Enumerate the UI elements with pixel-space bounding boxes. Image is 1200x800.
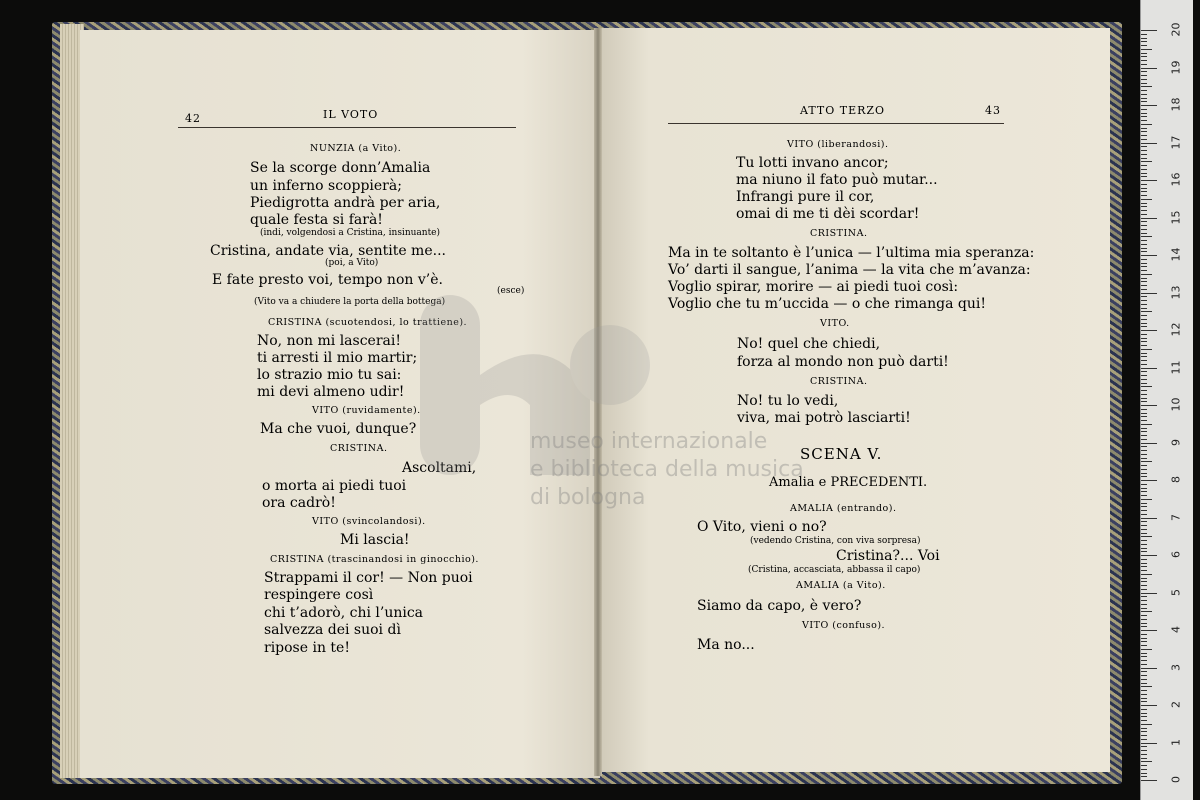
scene-characters: Amalia e PRECEDENTI. xyxy=(769,475,928,490)
ruler-minor-tick xyxy=(1141,476,1147,477)
ruler-major-tick xyxy=(1141,780,1157,781)
ruler-minor-tick xyxy=(1141,334,1147,335)
ruler-label: 20 xyxy=(1169,22,1183,37)
ruler-minor-tick xyxy=(1141,120,1147,121)
verse-line: Ma no... xyxy=(697,637,755,653)
speaker-cue: AMALIA (a Vito). xyxy=(796,580,886,591)
ruler-minor-tick xyxy=(1141,536,1152,537)
ruler-minor-tick xyxy=(1141,424,1152,425)
verse-line: O Vito, vieni o no? xyxy=(697,519,827,535)
ruler-minor-tick xyxy=(1141,664,1147,665)
ruler-minor-tick xyxy=(1141,315,1147,316)
ruler-minor-tick xyxy=(1141,679,1147,680)
ruler-minor-tick xyxy=(1141,304,1147,305)
ruler-minor-tick xyxy=(1141,506,1147,507)
ruler-minor-tick xyxy=(1141,375,1147,376)
ruler-minor-tick xyxy=(1141,604,1147,605)
ruler-label: 8 xyxy=(1169,476,1183,483)
ruler-minor-tick xyxy=(1141,671,1147,672)
ruler-minor-tick xyxy=(1141,49,1152,50)
speaker-cue: NUNZIA (a Vito). xyxy=(310,143,402,154)
ruler-label: 7 xyxy=(1169,513,1183,521)
verse-line: lo strazio mio tu sai: xyxy=(257,367,402,383)
ruler-minor-tick xyxy=(1141,683,1147,684)
ruler-minor-tick xyxy=(1141,454,1147,455)
verse-line: forza al mondo non può darti! xyxy=(737,354,949,370)
ruler-minor-tick xyxy=(1141,469,1147,470)
scene-heading: SCENA V. xyxy=(800,445,883,463)
ruler-minor-tick xyxy=(1141,649,1152,650)
verse-line: Infrangi pure il cor, xyxy=(736,189,875,205)
ruler-minor-tick xyxy=(1141,101,1147,102)
ruler-minor-tick xyxy=(1141,521,1147,522)
ruler-minor-tick xyxy=(1141,660,1147,661)
ruler-minor-tick xyxy=(1141,499,1152,500)
ruler-minor-tick xyxy=(1141,716,1147,717)
ruler-minor-tick xyxy=(1141,398,1147,399)
ruler-minor-tick xyxy=(1141,53,1147,54)
ruler-major-tick xyxy=(1141,480,1157,481)
running-title-left: IL VOTO xyxy=(323,108,379,121)
ruler-minor-tick xyxy=(1141,71,1147,72)
ruler-minor-tick xyxy=(1141,608,1147,609)
ruler-minor-tick xyxy=(1141,634,1147,635)
verse-line: E fate presto voi, tempo non v’è. xyxy=(212,272,443,288)
ruler-minor-tick xyxy=(1141,79,1147,80)
ruler-minor-tick xyxy=(1141,206,1147,207)
ruler-minor-tick xyxy=(1141,626,1147,627)
ruler-minor-tick xyxy=(1141,345,1147,346)
speaker-cue: VITO (confuso). xyxy=(802,620,886,631)
ruler-minor-tick xyxy=(1141,45,1147,46)
ruler-minor-tick xyxy=(1141,563,1147,564)
verse-line: quale festa si farà! xyxy=(250,212,383,228)
ruler-minor-tick xyxy=(1141,428,1147,429)
ruler-minor-tick xyxy=(1141,551,1147,552)
ruler-minor-tick xyxy=(1141,210,1147,211)
verse-line: chi t’adorò, chi l’unica xyxy=(264,605,424,621)
ruler-minor-tick xyxy=(1141,83,1147,84)
ruler-minor-tick xyxy=(1141,338,1147,339)
speaker-cue: CRISTINA (trascinandosi in ginocchio). xyxy=(270,554,479,565)
verse-line: Tu lotti invano ancor; xyxy=(736,155,889,171)
ruler-label: 3 xyxy=(1169,663,1183,671)
ruler-major-tick xyxy=(1141,293,1157,294)
ruler-major-tick xyxy=(1141,30,1157,31)
header-rule-right xyxy=(668,123,1004,124)
ruler-minor-tick xyxy=(1141,38,1147,39)
ruler-minor-tick xyxy=(1141,169,1147,170)
ruler-minor-tick xyxy=(1141,713,1147,714)
ruler-major-tick xyxy=(1141,330,1157,331)
ruler-minor-tick xyxy=(1141,686,1152,687)
ruler-minor-tick xyxy=(1141,146,1147,147)
ruler-minor-tick xyxy=(1141,191,1147,192)
ruler-minor-tick xyxy=(1141,638,1147,639)
watermark-text: museo internazionale xyxy=(530,429,768,454)
ruler-minor-tick xyxy=(1141,326,1147,327)
ruler-minor-tick xyxy=(1141,274,1152,275)
verse-line: ti arresti il mio martir; xyxy=(257,350,418,366)
ruler-minor-tick xyxy=(1141,574,1152,575)
ruler-minor-tick xyxy=(1141,240,1147,241)
ruler-minor-tick xyxy=(1141,173,1147,174)
ruler-minor-tick xyxy=(1141,731,1147,732)
book-gutter xyxy=(594,28,602,776)
ruler-minor-tick xyxy=(1141,491,1147,492)
ruler-minor-tick xyxy=(1141,319,1147,320)
ruler-minor-tick xyxy=(1141,529,1147,530)
ruler-minor-tick xyxy=(1141,435,1147,436)
verse-line: Siamo da capo, è vero? xyxy=(697,598,862,614)
ruler-minor-tick xyxy=(1141,154,1147,155)
ruler-minor-tick xyxy=(1141,41,1147,42)
ruler-label: 16 xyxy=(1169,172,1183,187)
ruler-label: 1 xyxy=(1169,738,1183,746)
ruler-minor-tick xyxy=(1141,150,1147,151)
ruler-minor-tick xyxy=(1141,739,1147,740)
ruler-major-tick xyxy=(1141,555,1157,556)
ruler-minor-tick xyxy=(1141,259,1147,260)
verse-line: No! tu lo vedi, xyxy=(737,393,839,409)
ruler-minor-tick xyxy=(1141,360,1147,361)
speaker-cue: VITO. xyxy=(820,318,850,329)
ruler-minor-tick xyxy=(1141,533,1147,534)
ruler-major-tick xyxy=(1141,368,1157,369)
ruler-minor-tick xyxy=(1141,86,1152,87)
page-number-left: 42 xyxy=(185,112,201,125)
ruler-minor-tick xyxy=(1141,383,1147,384)
ruler-minor-tick xyxy=(1141,165,1147,166)
ruler-minor-tick xyxy=(1141,311,1152,312)
ruler-major-tick xyxy=(1141,630,1157,631)
ruler-minor-tick xyxy=(1141,221,1147,222)
ruler-minor-tick xyxy=(1141,690,1147,691)
ruler-label: 15 xyxy=(1169,210,1183,224)
ruler-minor-tick xyxy=(1141,113,1147,114)
ruler-major-tick xyxy=(1141,143,1157,144)
ruler-minor-tick xyxy=(1141,484,1147,485)
ruler-minor-tick xyxy=(1141,158,1147,159)
verse-line: Vo’ darti il sangue, l’anima — la vita che m’avanza: xyxy=(668,262,1031,278)
ruler-major-tick xyxy=(1141,255,1157,256)
ruler-minor-tick xyxy=(1141,188,1147,189)
ruler-label: 10 xyxy=(1169,397,1183,412)
verse-line: Strappami il cor! — Non puoi xyxy=(264,570,473,586)
ruler-minor-tick xyxy=(1141,656,1147,657)
verse-line: Ascoltami, xyxy=(402,460,477,476)
ruler-label: 18 xyxy=(1169,97,1183,112)
ruler-minor-tick xyxy=(1141,135,1147,136)
ruler-minor-tick xyxy=(1141,266,1147,267)
ruler-minor-tick xyxy=(1141,128,1147,129)
ruler-label: 13 xyxy=(1169,285,1183,299)
ruler-minor-tick xyxy=(1141,371,1147,372)
ruler-minor-tick xyxy=(1141,56,1147,57)
ruler-minor-tick xyxy=(1141,540,1147,541)
ruler-minor-tick xyxy=(1141,98,1147,99)
ruler-minor-tick xyxy=(1141,199,1152,200)
ruler-minor-tick xyxy=(1141,139,1147,140)
verse-line: No, non mi lascerai! xyxy=(257,333,401,349)
ruler-minor-tick xyxy=(1141,278,1147,279)
ruler-minor-tick xyxy=(1141,409,1147,410)
ruler-minor-tick xyxy=(1141,263,1147,264)
verse-line: salvezza dei suoi dì xyxy=(264,622,401,638)
ruler-minor-tick xyxy=(1141,281,1147,282)
ruler-minor-tick xyxy=(1141,623,1147,624)
stage-direction: (esce) xyxy=(497,286,525,296)
verse-line: viva, mai potrò lasciarti! xyxy=(737,410,911,426)
ruler-minor-tick xyxy=(1141,244,1147,245)
page-number-right: 43 xyxy=(985,104,1001,117)
ruler-minor-tick xyxy=(1141,420,1147,421)
ruler-minor-tick xyxy=(1141,458,1147,459)
ruler-minor-tick xyxy=(1141,559,1147,560)
ruler-minor-tick xyxy=(1141,488,1147,489)
ruler-minor-tick xyxy=(1141,323,1147,324)
ruler-minor-tick xyxy=(1141,514,1147,515)
ruler-minor-tick xyxy=(1141,503,1147,504)
ruler-minor-tick xyxy=(1141,694,1147,695)
ruler-minor-tick xyxy=(1141,225,1147,226)
ruler-major-tick xyxy=(1141,218,1157,219)
verse-line: Voglio spirar, morire — ai piedi tuoi così: xyxy=(668,279,959,295)
ruler-minor-tick xyxy=(1141,364,1147,365)
verse-line: un inferno scoppierà; xyxy=(250,178,402,194)
ruler-minor-tick xyxy=(1141,356,1147,357)
speaker-cue: VITO (ruvidamente). xyxy=(312,405,421,416)
ruler-minor-tick xyxy=(1141,548,1147,549)
ruler-minor-tick xyxy=(1141,750,1147,751)
speaker-cue: AMALIA (entrando). xyxy=(790,503,897,514)
ruler-minor-tick xyxy=(1141,195,1147,196)
ruler-minor-tick xyxy=(1141,401,1147,402)
measuring-ruler xyxy=(1140,0,1193,800)
verse-line: ma niuno il fato può mutar... xyxy=(736,172,938,188)
ruler-minor-tick xyxy=(1141,769,1147,770)
ruler-minor-tick xyxy=(1141,248,1147,249)
ruler-minor-tick xyxy=(1141,585,1147,586)
ruler-minor-tick xyxy=(1141,285,1147,286)
ruler-minor-tick xyxy=(1141,233,1147,234)
ruler-minor-tick xyxy=(1141,566,1147,567)
ruler-minor-tick xyxy=(1141,765,1147,766)
ruler-minor-tick xyxy=(1141,308,1147,309)
ruler-minor-tick xyxy=(1141,510,1147,511)
ruler-major-tick xyxy=(1141,443,1157,444)
ruler-minor-tick xyxy=(1141,116,1147,117)
ruler-minor-tick xyxy=(1141,379,1147,380)
ruler-major-tick xyxy=(1141,68,1157,69)
verse-line: Cristina?... Voi xyxy=(836,548,940,564)
ruler-minor-tick xyxy=(1141,236,1152,237)
ruler-minor-tick xyxy=(1141,390,1147,391)
ruler-minor-tick xyxy=(1141,754,1147,755)
ruler-minor-tick xyxy=(1141,341,1147,342)
ruler-minor-tick xyxy=(1141,161,1152,162)
ruler-minor-tick xyxy=(1141,394,1147,395)
ruler-minor-tick xyxy=(1141,349,1152,350)
ruler-minor-tick xyxy=(1141,653,1147,654)
ruler-label: 5 xyxy=(1169,588,1183,596)
verse-line: No! quel che chiedi, xyxy=(737,336,881,352)
ruler-minor-tick xyxy=(1141,776,1147,777)
ruler-major-tick xyxy=(1141,593,1157,594)
ruler-minor-tick xyxy=(1141,60,1147,61)
ruler-minor-tick xyxy=(1141,615,1147,616)
ruler-minor-tick xyxy=(1141,600,1147,601)
ruler-minor-tick xyxy=(1141,596,1147,597)
ruler-label: 19 xyxy=(1169,60,1183,74)
ruler-minor-tick xyxy=(1141,701,1147,702)
ruler-major-tick xyxy=(1141,105,1157,106)
ruler-minor-tick xyxy=(1141,184,1147,185)
ruler-major-tick xyxy=(1141,405,1157,406)
speaker-cue: VITO (svincolandosi). xyxy=(312,516,426,527)
ruler-minor-tick xyxy=(1141,761,1152,762)
ruler-minor-tick xyxy=(1141,675,1147,676)
ruler-minor-tick xyxy=(1141,229,1147,230)
verse-line: Piedigrotta andrà per aria, xyxy=(250,195,441,211)
ruler-minor-tick xyxy=(1141,544,1147,545)
ruler-major-tick xyxy=(1141,518,1157,519)
stage-direction: (Vito va a chiudere la porta della bottega) xyxy=(254,297,446,307)
verse-line: omai di me ti dèi scordar! xyxy=(736,206,920,222)
ruler-label: 12 xyxy=(1169,322,1183,337)
ruler-minor-tick xyxy=(1141,611,1152,612)
ruler-minor-tick xyxy=(1141,724,1152,725)
ruler-major-tick xyxy=(1141,743,1157,744)
verse-line: ora cadrò! xyxy=(262,495,336,511)
ruler-label: 11 xyxy=(1169,360,1183,374)
ruler-label: 6 xyxy=(1169,551,1183,558)
ruler-minor-tick xyxy=(1141,645,1147,646)
ruler-label: 14 xyxy=(1169,247,1183,262)
ruler-minor-tick xyxy=(1141,90,1147,91)
verse-line: Ma che vuoi, dunque? xyxy=(260,421,417,437)
ruler-minor-tick xyxy=(1141,735,1147,736)
ruler-minor-tick xyxy=(1141,698,1147,699)
ruler-minor-tick xyxy=(1141,720,1147,721)
verse-line: ripose in te! xyxy=(264,640,350,656)
ruler-minor-tick xyxy=(1141,641,1147,642)
stage-direction: (indi, volgendosi a Cristina, insinuante) xyxy=(260,228,441,238)
ruler-minor-tick xyxy=(1141,746,1147,747)
speaker-cue: VITO (liberandosi). xyxy=(787,139,889,150)
stage-direction: (poi, a Vito) xyxy=(325,258,379,268)
ruler-minor-tick xyxy=(1141,300,1147,301)
verse-line: Voglio che tu m’uccida — o che rimanga qui! xyxy=(668,296,986,312)
ruler-minor-tick xyxy=(1141,296,1147,297)
ruler-minor-tick xyxy=(1141,728,1147,729)
ruler-minor-tick xyxy=(1141,413,1147,414)
ruler-label: 0 xyxy=(1169,776,1183,783)
verse-line: Ma in te soltanto è l’unica — l’ultima mia speranza: xyxy=(668,245,1035,261)
ruler-major-tick xyxy=(1141,180,1157,181)
speaker-cue: CRISTINA. xyxy=(810,228,868,239)
speaker-cue: CRISTINA (scuotendosi, lo trattiene). xyxy=(268,317,468,328)
ruler-minor-tick xyxy=(1141,495,1147,496)
ruler-minor-tick xyxy=(1141,64,1147,65)
ruler-minor-tick xyxy=(1141,439,1147,440)
stage-direction: (vedendo Cristina, con viva sorpresa) xyxy=(750,536,921,546)
ruler-label: 4 xyxy=(1169,626,1183,633)
stage-direction: (Cristina, accasciata, abbassa il capo) xyxy=(748,565,921,575)
ruler-minor-tick xyxy=(1141,578,1147,579)
ruler-minor-tick xyxy=(1141,124,1152,125)
ruler-minor-tick xyxy=(1141,758,1147,759)
watermark-text: e biblioteca della musica xyxy=(530,457,804,482)
verse-line: respingere così xyxy=(264,587,374,603)
ruler-minor-tick xyxy=(1141,431,1147,432)
ruler-minor-tick xyxy=(1141,709,1147,710)
ruler-minor-tick xyxy=(1141,251,1147,252)
ruler-minor-tick xyxy=(1141,131,1147,132)
verse-line: Se la scorge donn’Amalia xyxy=(250,160,431,176)
ruler-label: 17 xyxy=(1169,135,1183,149)
running-title-right: ATTO TERZO xyxy=(800,104,886,117)
ruler-minor-tick xyxy=(1141,525,1147,526)
ruler-label: 9 xyxy=(1169,438,1183,446)
ruler-minor-tick xyxy=(1141,34,1147,35)
verse-line: mi devi almeno udir! xyxy=(257,384,405,400)
ruler-minor-tick xyxy=(1141,270,1147,271)
ruler-minor-tick xyxy=(1141,570,1147,571)
ruler-minor-tick xyxy=(1141,446,1147,447)
ruler-minor-tick xyxy=(1141,473,1147,474)
header-rule-left xyxy=(178,127,516,128)
ruler-minor-tick xyxy=(1141,450,1147,451)
ruler-major-tick xyxy=(1141,705,1157,706)
ruler-minor-tick xyxy=(1141,289,1147,290)
ruler-minor-tick xyxy=(1141,214,1147,215)
ruler-minor-tick xyxy=(1141,589,1147,590)
ruler-minor-tick xyxy=(1141,465,1147,466)
ruler-minor-tick xyxy=(1141,353,1147,354)
ruler-minor-tick xyxy=(1141,386,1152,387)
ruler-minor-tick xyxy=(1141,461,1152,462)
ruler-minor-tick xyxy=(1141,619,1147,620)
ruler-label: 2 xyxy=(1169,701,1183,708)
ruler-minor-tick xyxy=(1141,203,1147,204)
verse-line: Mi lascia! xyxy=(340,532,410,548)
ruler-minor-tick xyxy=(1141,176,1147,177)
ruler-minor-tick xyxy=(1141,109,1147,110)
verse-line: Cristina, andate via, sentite me... xyxy=(210,243,446,259)
ruler-major-tick xyxy=(1141,668,1157,669)
speaker-cue: CRISTINA. xyxy=(810,376,868,387)
verse-line: o morta ai piedi tuoi xyxy=(262,478,407,494)
ruler-minor-tick xyxy=(1141,581,1147,582)
ruler-minor-tick xyxy=(1141,75,1147,76)
ruler-minor-tick xyxy=(1141,416,1147,417)
speaker-cue: CRISTINA. xyxy=(330,443,388,454)
ruler-minor-tick xyxy=(1141,94,1147,95)
ruler-minor-tick xyxy=(1141,773,1147,774)
watermark-text: di bologna xyxy=(530,485,646,510)
